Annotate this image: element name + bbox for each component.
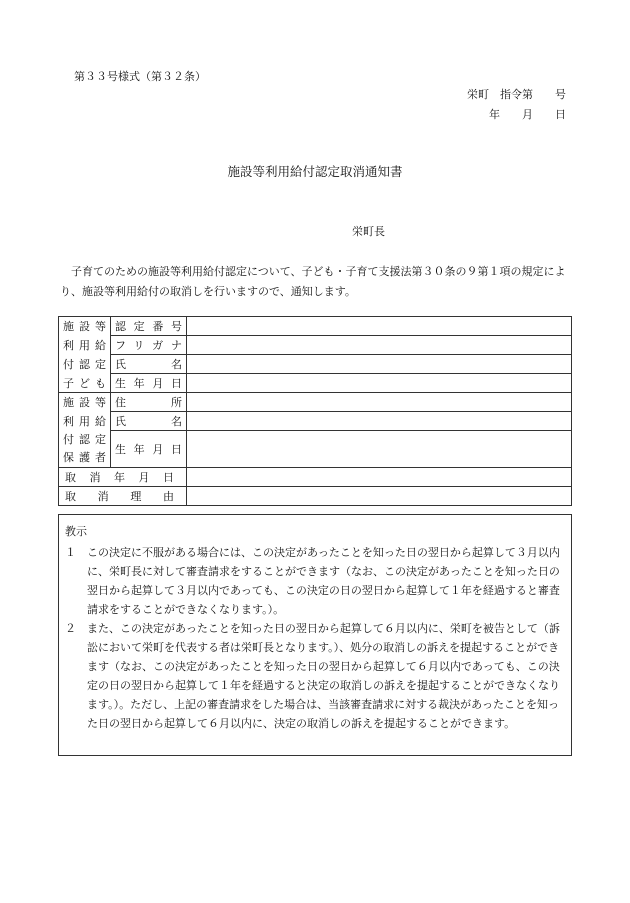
table-row <box>59 412 572 431</box>
table-row <box>59 317 572 336</box>
cancel-reason-label: 取消理由 <box>59 486 187 505</box>
child-label-line-1: 施設等 <box>59 317 111 336</box>
child-cert-number-value[interactable] <box>187 317 572 336</box>
issue-number: 栄町 指令第 号 <box>467 88 566 101</box>
child-birthdate-value[interactable] <box>187 374 572 393</box>
guardian-label-line-2: 利用給 <box>59 412 111 431</box>
table-row <box>59 486 572 505</box>
guardian-field-label: 氏名 <box>111 412 187 431</box>
table-row <box>59 467 572 486</box>
child-label-line-2: 利用給 <box>59 336 111 355</box>
guardian-label-lines-3-4 <box>59 431 111 468</box>
child-label-line-3: 付認定 <box>59 355 111 374</box>
notice-item-text: また、この決定があったことを知った日の翌日から起算して６月以内に、栄町を被告として（訴訟において栄町を代表する者は栄町長となります。）、処分の取消しの訴えを提起することができます（なお、この決定があったことを知った日の翌日から起算して６月以内であっても、この決定の日の翌日から起算して１年を経過すると決定の取消しの訴えを提起することができなくなります。）。ただし、上記の審査請求をした場合は、当該審査請求に対する裁決があったことを知った日の翌日から起算して６月以内に、決定の取消しの訴えを提起することができます。 <box>87 622 560 730</box>
issue-date: 年 月 日 <box>489 108 566 121</box>
document-title: 施設等利用給付認定取消通知書 <box>227 164 403 179</box>
guardian-name-value[interactable] <box>187 412 572 431</box>
table-row <box>59 374 572 393</box>
notice-box <box>58 514 572 756</box>
child-field-label: 生年月日 <box>111 374 187 393</box>
certification-table <box>58 316 572 506</box>
cancel-date-label: 取消年月日 <box>59 467 187 486</box>
guardian-address-value[interactable] <box>187 393 572 412</box>
guardian-field-label: 住所 <box>111 393 187 412</box>
notice-item <box>65 543 563 619</box>
cancel-date-value[interactable] <box>187 467 572 486</box>
cancel-reason-value[interactable] <box>187 486 572 505</box>
notice-item-number: １ <box>65 546 76 559</box>
notice-item-number: ２ <box>65 622 76 635</box>
child-label-line-4: 子ども <box>59 374 111 393</box>
issuer-name: 栄町長 <box>352 225 385 238</box>
notice-item <box>65 619 563 733</box>
guardian-label-line-4: 保護者 <box>63 450 106 464</box>
notice-item-text: この決定に不服がある場合には、この決定があったことを知った日の翌日から起算して３月以内に、栄町長に対して審査請求をすることができます（なお、この決定があったことを知った日の翌日から起算して３月以内であっても、この決定の日の翌日から起算して１年を経過すると審査請求をすることができなくなります。）。 <box>87 546 560 616</box>
table-row <box>59 431 572 468</box>
form-number: 第３３号様式（第３２条） <box>74 70 206 83</box>
table-row <box>59 336 572 355</box>
guardian-birthdate-value[interactable] <box>187 431 572 468</box>
intro-paragraph: 子育てのための施設等利用給付認定について、子ども・子育て支援法第３０条の９第１項の規定により、施設等利用給付の取消しを行いますので、通知します。 <box>60 265 566 298</box>
notice-title: 教示 <box>65 525 87 538</box>
table-row <box>59 355 572 374</box>
child-field-label: フリガナ <box>111 336 187 355</box>
child-field-label: 認定番号 <box>111 317 187 336</box>
child-furigana-value[interactable] <box>187 336 572 355</box>
child-field-label: 氏名 <box>111 355 187 374</box>
child-name-value[interactable] <box>187 355 572 374</box>
table-row <box>59 393 572 412</box>
guardian-label-line-3: 付認定 <box>63 432 106 446</box>
guardian-field-label: 生年月日 <box>111 431 187 468</box>
guardian-label-line-1: 施設等 <box>59 393 111 412</box>
